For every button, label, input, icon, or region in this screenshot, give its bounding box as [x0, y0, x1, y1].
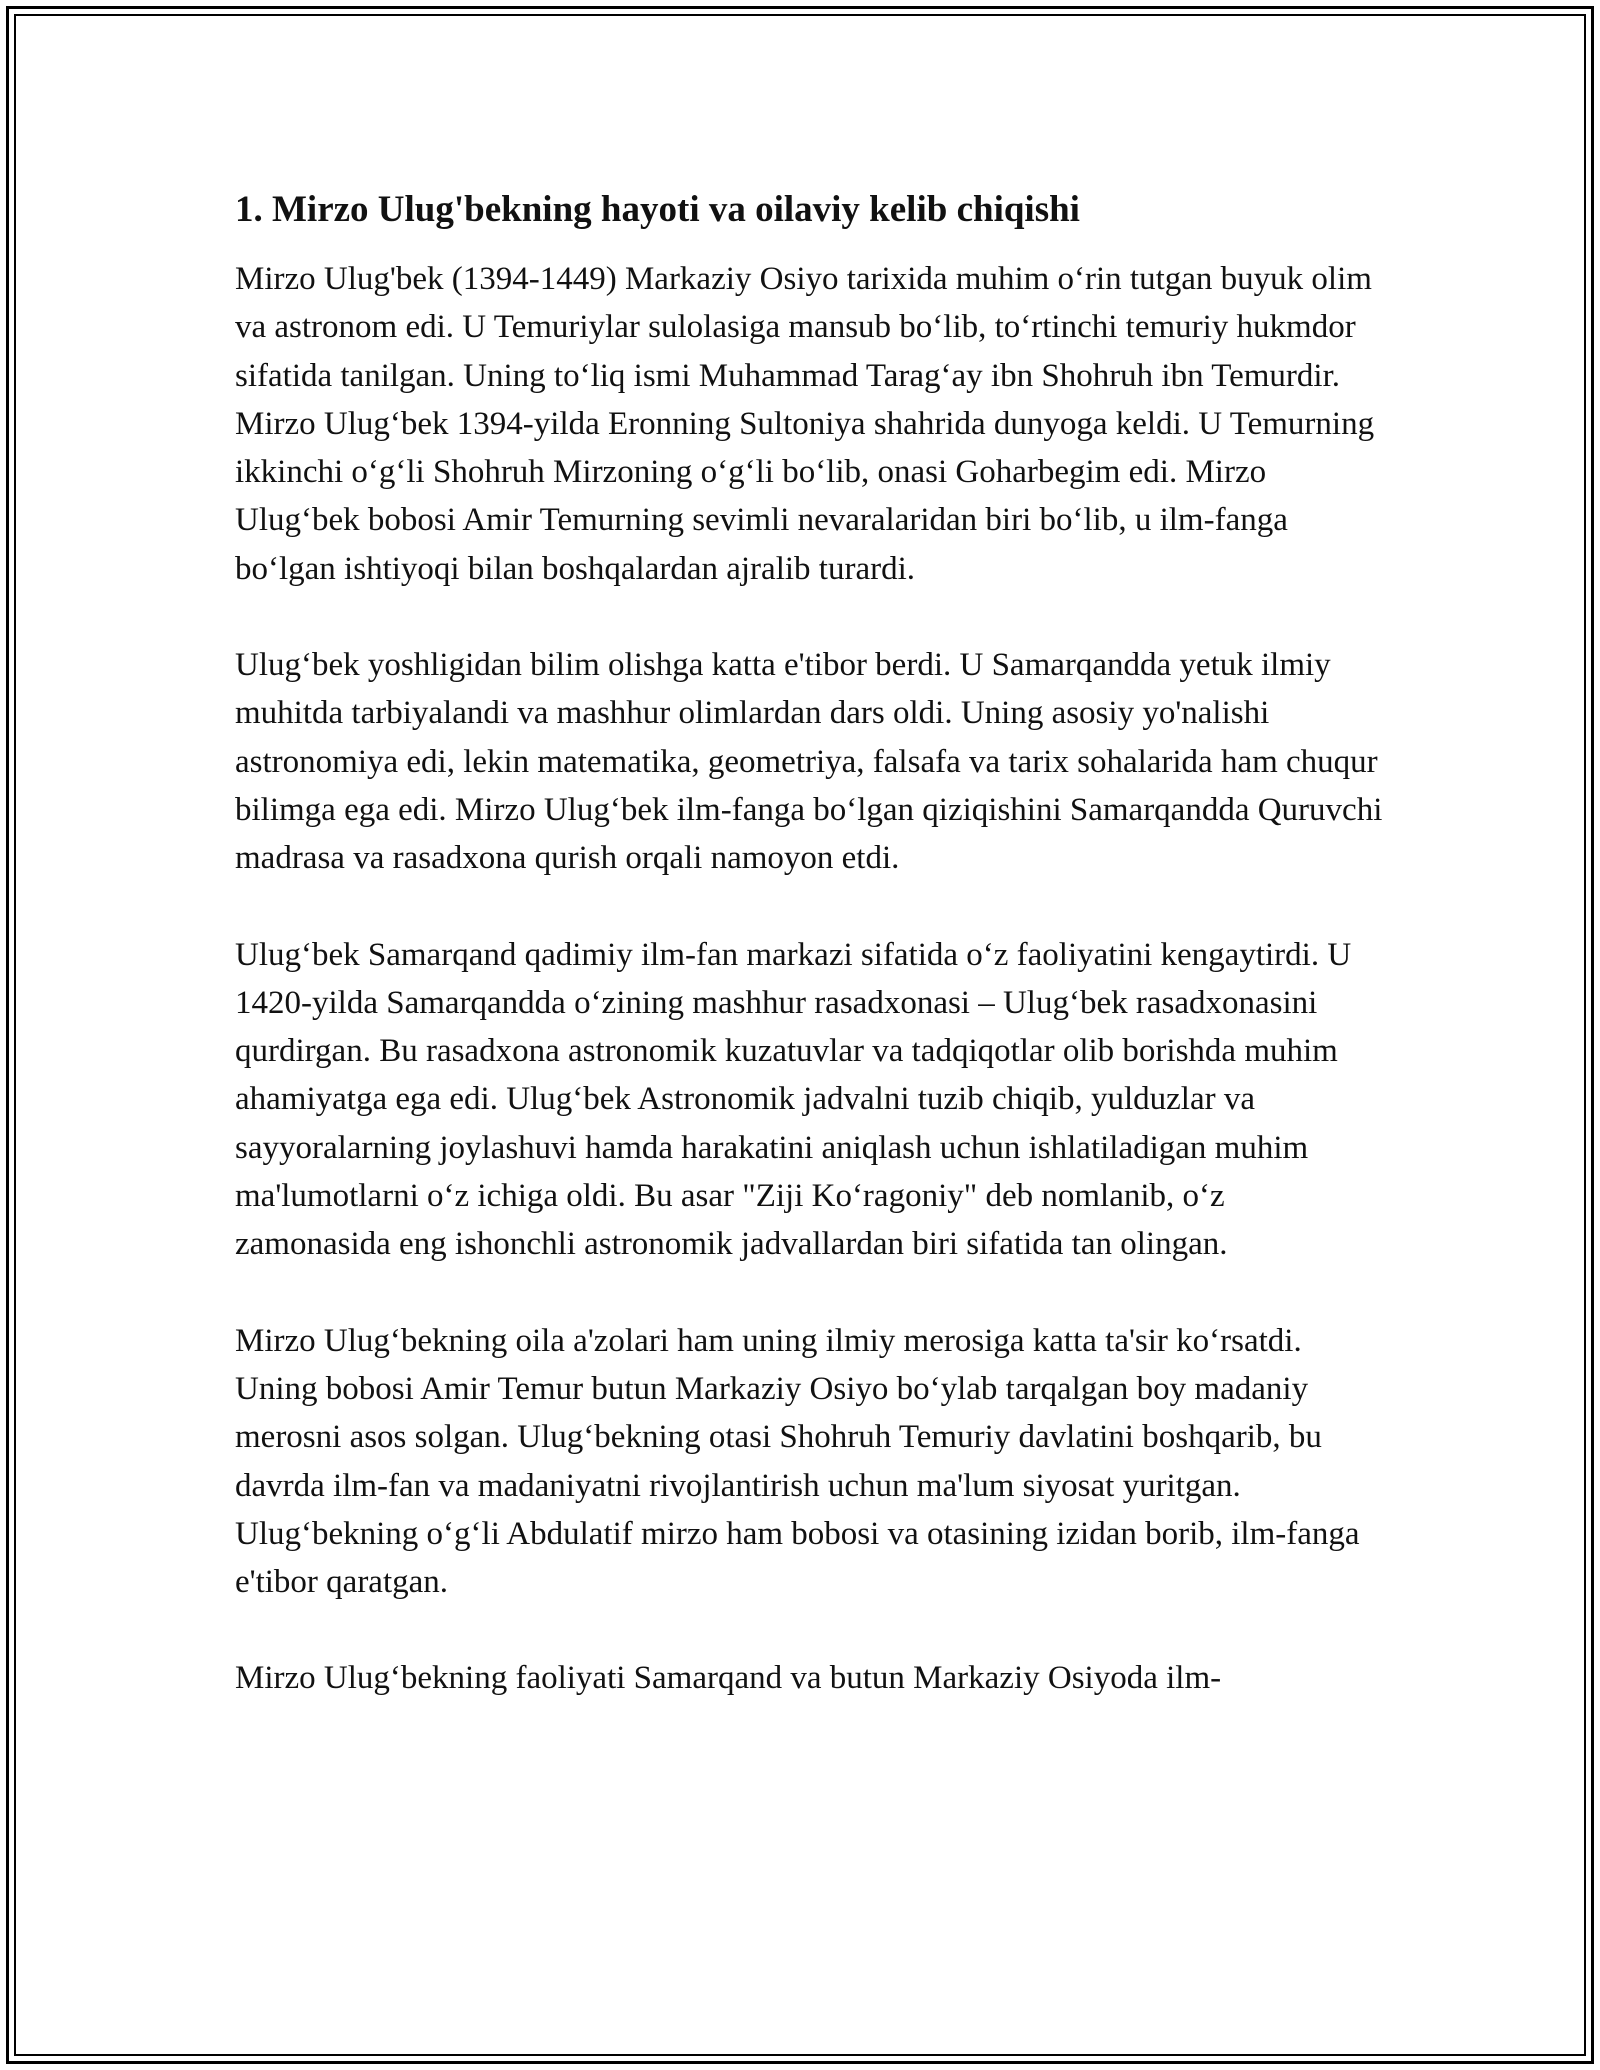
paragraph-2: Ulug‘bek yoshligidan bilim olishga katta e'tibor berdi. U Samarqandda yetuk ilmiy muhitda tarbiyalandi va mashhur olimlardan dars oldi. Uning asosiy yo'nalishi astronomiya edi, lekin matematika, geometriya, falsafa va tarix sohalarida ham chuqur bilimga ega edi. Mirzo Ulug‘bek ilm-fanga bo‘lgan qiziqishini Samarqandda Quruvchi madrasa va rasadxona qurish orqali namoyon etdi.	[235, 647, 1383, 877]
section-heading: 1. Mirzo Ulug'bekning hayoti va oilaviy kelib chiqishi	[235, 189, 1080, 230]
paragraph-5: Mirzo Ulug‘bekning faoliyati Samarqand va butun Markaziy Osiyoda ilm-	[235, 1660, 1222, 1697]
document-body	[235, 185, 1385, 1751]
paragraph-1: Mirzo Ulug'bek (1394-1449) Markaziy Osiyo tarixida muhim o‘rin tutgan buyuk olim va astronom edi. U Temuriylar sulolasiga mansub bo‘lib, to‘rtinchi temuriy hukmdor sifatida tanilgan. Uning to‘liq ismi Muhammad Tarag‘ay ibn Shohruh ibn Temurdir. Mirzo Ulug‘bek 1394-yilda Eronning Sultoniya shahrida dunyoga keldi. U Temurning ikkinchi o‘g‘li Shohruh Mirzoning o‘g‘li bo‘lib, onasi Goharbegim edi. Mirzo Ulug‘bek bobosi Amir Temurning sevimli nevaralaridan biri bo‘lib, u ilm-fanga bo‘lgan ishtiyoqi bilan boshqalardan ajralib turardi.	[235, 261, 1375, 587]
paragraph-3: Ulug‘bek Samarqand qadimiy ilm-fan markazi sifatida o‘z faoliyatini kengaytirdi. U 1420-yilda Samarqandda o‘zining mashhur rasadxonasi – Ulug‘bek rasadxonasini qurdirgan. Bu rasadxona astronomik kuzatuvlar va tadqiqotlar olib borishda muhim ahamiyatga ega edi. Ulug‘bek Astronomik jadvalni tuzib chiqib, yulduzlar va sayyoralarning joylashuvi hamda harakatini aniqlash uchun ishlatiladigan muhim ma'lumotlarni o‘z ichiga oldi. Bu asar "Ziji Ko‘ragoniy" deb nomlanib, o‘z zamonasida eng ishonchli astronomik jadvallardan biri sifatida tan olingan.	[235, 936, 1352, 1263]
paragraph-4: Mirzo Ulug‘bekning oila a'zolari ham uning ilmiy merosiga katta ta'sir ko‘rsatdi. Uning bobosi Amir Temur butun Markaziy Osiyo bo‘ylab tarqalgan boy madaniy merosni asos solgan. Ulug‘bekning otasi Shohruh Temuriy davlatini boshqarib, bu davrda ilm-fan va madaniyatni rivojlantirish uchun ma'lum siyosat yuritgan. Ulug‘bekning o‘g‘li Abdulatif mirzo ham bobosi va otasining izidan borib, ilm-fanga e'tibor qaratgan.	[235, 1322, 1360, 1601]
